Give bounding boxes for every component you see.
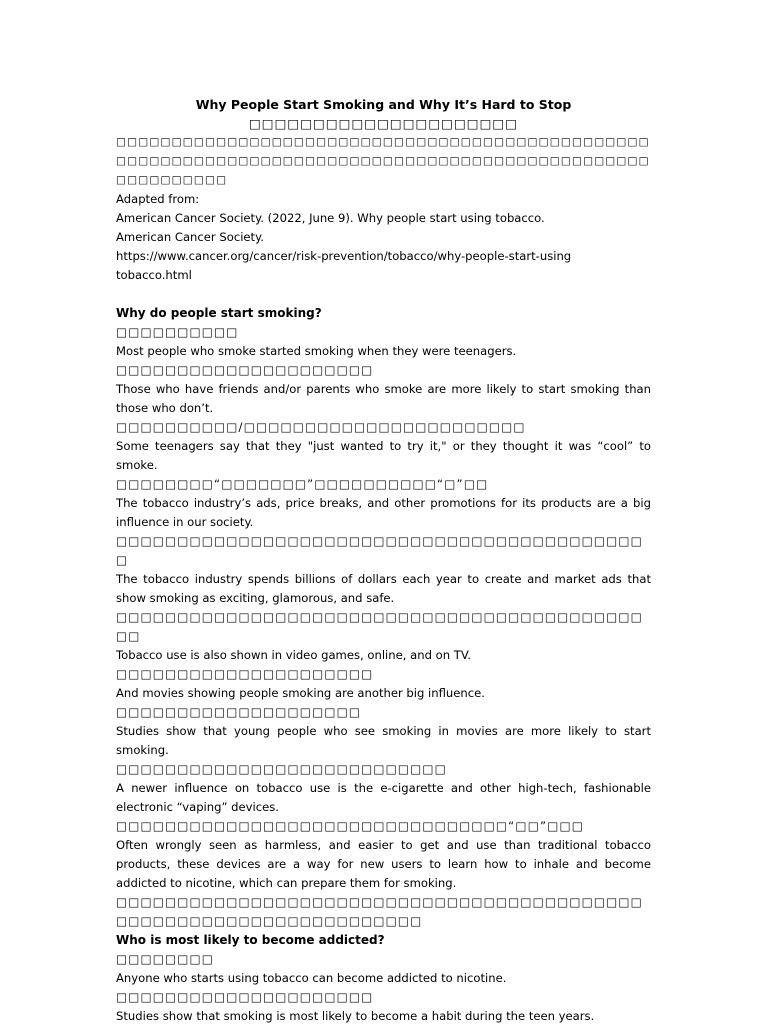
paragraph-cn: □□□□□□□□□□□□□□□□□□□□□ xyxy=(116,667,374,681)
paragraph-cn: □□□□□□□□□□/□□□□□□□□□□□□□□□□□□□□□□□ xyxy=(116,420,526,434)
intro-cn: □□□□□□□□□□□□□□□□□□□□□□□□□□□□□□□□□□□□□□□□□□□□□□□□□□□□□□□□□□□□□□□□□□□□□□□□□□□□□□□□□□□□□□□□□□□□□□□□□□□□□□□□□□ xyxy=(116,136,650,186)
source-url-line2[interactable]: tobacco.html xyxy=(116,268,192,282)
paragraph-cn: □□□□□□□□□□□□□□□□□□□□□□□□□□□□□□□□“□□”□□□ xyxy=(116,819,585,833)
paragraph-en: Studies show that young people who see smoking in movies are more likely to start smoking. xyxy=(116,724,651,757)
source-url-line1[interactable]: https://www.cancer.org/cancer/risk-prevention/tobacco/why-people-start-using xyxy=(116,249,572,263)
paragraph-cn: □□□□□□□□□□□□□□□□□□□□□ xyxy=(116,363,374,377)
document-title: Why People Start Smoking and Why It’s Hard to Stop xyxy=(195,97,572,112)
document-title-cn: □□□□□□□□□□□□□□□□□□□□□ xyxy=(248,116,519,131)
paragraph-en: Anyone who starts using tobacco can become addicted to nicotine. xyxy=(116,971,507,985)
paragraph-cn: □□□□□□□□“□□□□□□□”□□□□□□□□□□“□”□□ xyxy=(116,477,489,491)
paragraph-cn: □□□□□□□□□□□□□□□□□□□□□□□□□□□ xyxy=(116,762,447,776)
paragraph-en: The tobacco industry spends billions of dollars each year to create and market ads that show smoking as exciting, glamorous, and safe. xyxy=(116,572,651,605)
section-heading-who-addicted: Who is most likely to become addicted? xyxy=(116,933,385,947)
paragraph-en: A newer influence on tobacco use is the e-cigarette and other high-tech, fashionable electronic “vaping” devices. xyxy=(116,781,651,814)
paragraph-en: Some teenagers say that they "just wanted to try it," or they thought it was “cool” to smoke. xyxy=(116,439,651,472)
section-heading-why-start: Why do people start smoking? xyxy=(116,306,322,320)
source-url[interactable] xyxy=(116,247,651,266)
paragraph-en: Tobacco use is also shown in video games, online, and on TV. xyxy=(116,648,471,662)
paragraph-cn: □□□□□□□□□□□□□□□□□□□□ xyxy=(116,705,362,719)
source-citation: American Cancer Society. (2022, June 9). Why people start using tobacco. American Cancer Society. xyxy=(116,211,545,244)
source-label: Adapted from: xyxy=(116,192,200,206)
document-page xyxy=(116,95,651,1026)
paragraph-cn: □□□□□□□□□□□□□□□□□□□□□□□□□□□□□□□□□□□□□□□□□□□□□□□□□□□□□□□□□□□□□□□□□□□□ xyxy=(116,895,643,928)
paragraph-en: The tobacco industry’s ads, price breaks, and other promotions for its products are a big influence in our society. xyxy=(116,496,651,529)
section-heading-who-addicted-cn: □□□□□□□□ xyxy=(116,952,215,966)
paragraph-en: Often wrongly seen as harmless, and easier to get and use than traditional tobacco products, these devices are a way for new users to learn how to inhale and become addicted to nicotine, which can prepare them for smoking. xyxy=(116,838,651,890)
paragraph-cn: □□□□□□□□□□□□□□□□□□□□□ xyxy=(116,990,374,1004)
paragraph-en: Those who have friends and/or parents who smoke are more likely to start smoking than those who don’t. xyxy=(116,382,651,415)
paragraph-cn: □□□□□□□□□□□□□□□□□□□□□□□□□□□□□□□□□□□□□□□□□□□□□ xyxy=(116,610,643,643)
spacer xyxy=(116,285,651,304)
source-url-cont[interactable] xyxy=(116,266,651,285)
paragraph-en: Most people who smoke started smoking when they were teenagers. xyxy=(116,344,517,358)
paragraph-en: And movies showing people smoking are another big influence. xyxy=(116,686,485,700)
paragraph-en: Studies show that smoking is most likely to become a habit during the teen years. xyxy=(116,1009,595,1023)
section-heading-why-start-cn: □□□□□□□□□□ xyxy=(116,325,239,339)
paragraph-cn: □□□□□□□□□□□□□□□□□□□□□□□□□□□□□□□□□□□□□□□□□□□□ xyxy=(116,534,643,567)
